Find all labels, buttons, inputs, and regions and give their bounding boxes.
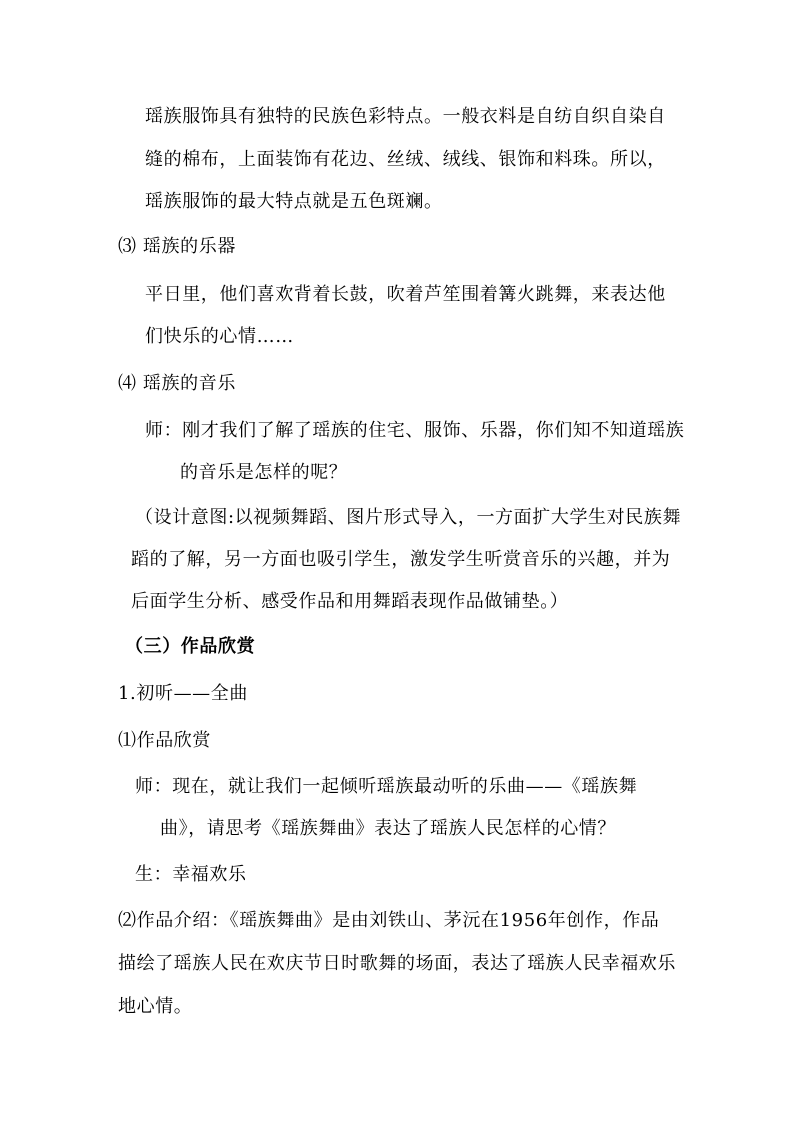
teacher-prompt-line-1: 师：现在，就让我们一起倾听瑶族最动听的乐曲——《瑶族舞	[135, 776, 638, 797]
student-answer: 生：幸福欢乐	[135, 864, 247, 885]
heading-music: ⑷ 瑶族的音乐	[118, 373, 236, 394]
item-first-listening: 1.初听——全曲	[118, 683, 248, 704]
section-heading-appreciation: （三）作品欣赏	[125, 636, 256, 657]
work-intro-line-1: ⑵作品介绍：《瑶族舞曲》是由刘铁山、茅沅在1956年创作，作品	[118, 910, 660, 931]
paragraph-costume-line-1: 瑶族服饰具有独特的民族色彩特点。一般衣料是自纺自织自染自	[145, 106, 666, 127]
design-intent-line-3: 后面学生分析、感受作品和用舞蹈表现作品做铺垫。）	[131, 591, 569, 612]
heading-instruments: ⑶ 瑶族的乐器	[118, 236, 236, 257]
sub-item-appreciation: ⑴作品欣赏	[118, 730, 211, 751]
work-intro-line-2: 描绘了瑶族人民在欢庆节日时歌舞的场面，表达了瑶族人民幸福欢乐	[118, 953, 676, 974]
paragraph-costume-line-2: 缝的棉布，上面装饰有花边、丝绒、绒线、银饰和料珠。所以，	[145, 149, 666, 170]
design-intent-line-2: 蹈的了解，另一方面也吸引学生，激发学生听赏音乐的兴趣，并为	[131, 549, 671, 570]
teacher-question-line-2: 的音乐是怎样的呢？	[180, 462, 348, 483]
design-intent-line-1: （设计意图:以视频舞蹈、图片形式导入，一方面扩大学生对民族舞	[135, 507, 682, 528]
paragraph-instruments-line-1: 平日里，他们喜欢背着长鼓，吹着芦笙围着篝火跳舞，来表达他	[145, 284, 666, 305]
paragraph-costume-line-3: 瑶族服饰的最大特点就是五色斑斓。	[145, 191, 443, 212]
work-intro-line-3: 地心情。	[118, 996, 193, 1017]
teacher-question-line-1: 师：刚才我们了解了瑶族的住宅、服饰、乐器，你们知不知道瑶族	[145, 420, 685, 441]
paragraph-instruments-line-2: 们快乐的心情……	[145, 326, 294, 347]
teacher-prompt-line-2: 曲》，请思考《瑶族舞曲》表达了瑶族人民怎样的心情？	[160, 818, 616, 839]
